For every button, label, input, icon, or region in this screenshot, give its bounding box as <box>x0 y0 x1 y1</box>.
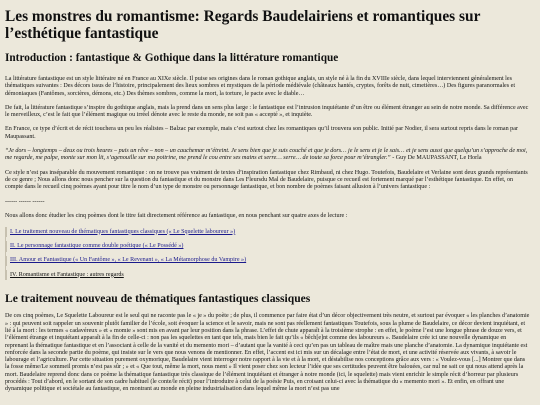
section-paragraph: De ces cinq poèmes, Le Squelette Laboureur est le seul qui ne raconte pas le « je » du poète ; de plus, il commence par faire état d’un décor objectivement très neutre, et surtout par évoquer « les planches d’anatomie » : qui peuvent soit rappeler un souvenir plutôt familier de l’école, soit évoquer la science et le savoir, mais ne sont pas réellement fantastiques Toutefois, sous la plume de Baudelaire, ce décor devient inquiétant, et lié à la mort : les termes « cadavéreux » et « momie » sont mis en avant par leur position dans la phrase. L’effet de chute apparaît à la troisième strophe : en effet, le poème l’est une longue phrase de douze vers, et l’élément étrange et inquiétant apparaît à la fin de celle-ci : non pas les squelettes en tant que tels, mais bien le fait qu’ils « bêch[e]nt comme des laboureurs ». Baudelaire crée ici une nouvelle dynamique en reprenant la thématique fantastique et en l’associant à celle de la vanité et du memento mori – d’autant que la vanité à ceci qu’en pas un tableau de maître mais une planche d’anatomie. La dynamique inquiétante est renforcée dans la seconde partie du poème, qui insiste sur le vers que nous venons de mentionner. En effet, l’accent est ici mis sur un décalage entre l’état de mort, et une activité réservée aux vivants, à savoir le labourage et l’agriculture. Par cette situation purement oxymorique, Baudelaire vient interroger notre rapport à la vie et à la mort, et déstabilise nos conceptions grâce aux vers : « Voulez-vous [...] Montrer que dans la fosse même/Le sommeil promis n’est pas sûr ; » et « Que tout, même la mort, nous ment » Il vient poser chez son lecteur l’idée que ses certitudes peuvent être balouées, car nul ne sait ce qui nous attend après la mort. Baudelaire reprend donc dans ce poème la thématique fantastique très classique de l’élément inquiétant et étranger à notre monde (ici, le squelette) mais vient enrichir le simple récit d’horreur par plusieurs procédés : Tout d’abord, en le sortant de son cadre habituel (le conte/le récit) pour l’introduire à celui de la poésie Puis, en croisant celui-ci avec la thématique du « memento mori ». Et enfin, en offrant une dynamique politique et sociétale au fantastique, en montrant au monde en pleine industrialisation dans lequel même la mort n’est pas une <box>5 313 530 393</box>
toc-item[interactable] <box>6 227 530 237</box>
toc-link-2[interactable]: II. Le personnage fantastique comme double poétique (« Le Possédé ») <box>10 242 184 249</box>
toc-link-4[interactable]: IV. Romantisme et Fantastique : autres regards <box>10 271 124 278</box>
quote-text: “Je dors – longtemps – deux ou trois heures – puis un rêve – non – un cauchemar m’étreint. Je sens bien que je suis couché et que je dors… je le sens et je le sais… et je sens aussi que quelqu’un s’approche de moi, me regarde, me palpe, monte sur mon lit, s’agenouille sur ma poitrine, me prend le cou entre ses mains et serre… serre… de toute sa force pour m’étrangler.” <box>5 148 528 162</box>
intro-paragraph-2: De fait, la littérature fantastique s’inspire du gothique anglais, mais la prend dans un sens plus large : le fantastique est l’intrusion inquiétante d’un être ou élément étranger au sein de notre monde. Sa différence avec le merveilleux, c’est le fait que l’élément magique ou irréel dénote avec le reste du monde, ne soit pas « accepté », et inquiète. <box>5 104 529 119</box>
intro-paragraph-4: Ce style n’est pas inséparable du mouvement romantique : on ne trouve pas vraiment de textes d’inspiration fantastique chez Rimbaud, ni chez Hugo. Toutefois, Baudelaire et Verlaine sont deux grands représentants de ce genre ; Nous allons donc nous pencher sur la question du fantastique et du monstre dans Les Fleursdu Mal de Baudelaire, puisque ce recueil est fortement marqué par l’esthétique fantastique. En effet, on compte dans le recueil cinq poèmes ayant pour titre le nom d’un type de monstre ou personnage fantastique, et bon nombre de poèmes faisant allusion à l’univers fantastique : <box>5 169 528 191</box>
toc-link-1[interactable]: I. Le traitement nouveau de thématiques fantastiques classiques (« Le Squelette laboureur ») <box>10 228 236 235</box>
intro-paragraph-1: La littérature fantastique est un style littéraire né en France au XIXe siècle. Il puise ses origines dans le roman gothique anglais, un style né à la fin du XVIIIe siècle, dans lequel interviennent généralement les thématiques suivantes : Des décors issus de l’histoire, principalement des lieux sombres et mystiques de la période médiévale (châteaux hantés, cryptes, forêts de nuit, cimetières…) Des figures paranormales et démoniaques (Fantômes, sorcières, démons, etc.) Des thèmes sombres, comme la mort, la torture, le pacte avec le diable… <box>5 76 516 97</box>
toc-item[interactable] <box>6 241 530 251</box>
page-title: Les monstres du romantisme: Regards Baudelairiens et romantiques sur l’esthétique fantastique <box>5 8 481 42</box>
intro-heading: Introduction : fantastique & Gothique dans la littérature romantique <box>5 52 339 64</box>
section-heading: Le traitement nouveau de thématiques fantastiques classiques <box>5 292 311 306</box>
table-of-contents <box>5 227 530 280</box>
toc-item[interactable] <box>6 270 530 280</box>
study-intro: Nous allons donc étudier les cinq poèmes dont le titre fait directement référence au fantastique, en nous penchant sur quatre axes de lecture : <box>5 212 348 219</box>
toc-link-3[interactable]: III. Amour et Fantastique (« Un Fantôme », « Le Revenant », « La Métamorphose du Vampire ») <box>10 257 247 264</box>
separator: ------ ------ ------ <box>5 198 45 205</box>
maupassant-quote <box>5 148 530 163</box>
quote-source: - Guy De MAUPASSANT, Le Horla <box>390 155 482 162</box>
toc-item[interactable] <box>6 256 530 266</box>
intro-paragraph-3: En France, ce type d’écrit et de récit touchera un peu les réalistes – Balzac par exemple, mais c’est surtout chez les romantiques qu’il trouvera son public. Initié par Nodier, il sera surtout repris dans le roman par Maupassant. <box>5 126 518 140</box>
